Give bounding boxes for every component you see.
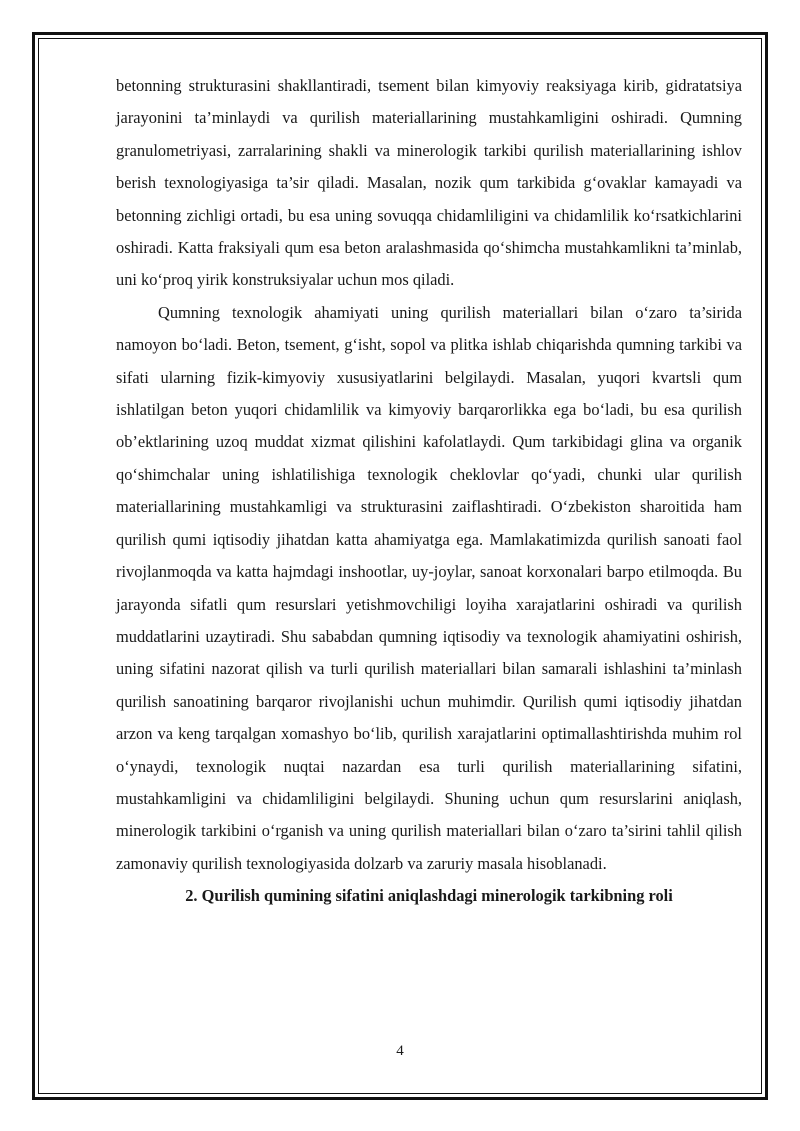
page-number: 4 [396, 1043, 404, 1059]
section-heading: 2. Qurilish qumining sifatini aniqlashdagi minerologik tarkibning roli [185, 886, 673, 906]
document-body [116, 70, 742, 913]
paragraph-technological-importance: Qumning texnologik ahamiyati uning qurilish materiallari bilan o‘zaro ta’sirida namoyon bo‘ladi. Beton, tsement, g‘isht, sopol va plitka ishlab chiqarishda qumning tarkibi va sifati ularning fizik-kimyoviy xususiyatlarini belgilaydi. Masalan, yuqori kvartsli qum ishlatilgan beton yuqori chidamlilik va kimyoviy barqarorlikka ega bo‘ladi, bu esa qurilish ob’ektlarining uzoq muddat xizmat qilishini kafolatlaydi. Qum tarkibidagi glina va organik qo‘shimchalar uning ishlatilishiga texnologik cheklovlar qo‘yadi, chunki ular qurilish materiallarining mustahkamligi va strukturasini zaiflashtiradi. O‘zbekiston sharoitida ham qurilish qumi iqtisodiy jihatdan katta ahamiyatga ega. Mamlakatimizda qurilish sanoati faol rivojlanmoqda va katta hajmdagi inshootlar, uy-joylar, sanoat korxonalari barpo etilmoqda. Bu jarayonda sifatli qum resurslari yetishmovchiligi loyiha xarajatlarini oshiradi va qurilish muddatlarini uzaytiradi. Shu sababdan qumning iqtisodiy va texnologik ahamiyatini oshirish, uning sifatini nazorat qilish va turli qurilish materiallari bilan samarali ishlashini ta’minlash qurilish sanoatining barqaror rivojlanishi uchun muhimdir. Qurilish qumi iqtisodiy jihatdan arzon va keng tarqalgan xomashyo bo‘lib, qurilish xarajatlarini optimallashtirishda muhim rol o‘ynaydi, texnologik nuqtai nazardan esa turli qurilish materiallarining sifatini, mustahkamligini va chidamliligini belgilaydi. Shuning uchun qum resurslarini aniqlash, minerologik tarkibini o‘rganish va uning qurilish materiallari bilan o‘zaro ta’sirini tahlil qilish zamonaviy qurilish texnologiyasida dolzarb va zaruriy masala hisoblanadi. [116, 302, 742, 873]
paragraph-continuation: betonning strukturasini shakllantiradi, tsement bilan kimyoviy reaksiyaga kirib, gidratatsiya jarayonini ta’minlaydi va qurilish materiallarining mustahkamligini oshiradi. Qumning granulometriyasi, zarralarining shakli va minerologik tarkibi qurilish materiallarining ishlov berish texnologiyasiga ta’sir qiladi. Masalan, nozik qum tarkibida g‘ovaklar kamayadi va betonning zichligi ortadi, bu esa uning sovuqqa chidamliligini va chidamlilik ko‘rsatkichlarini oshiradi. Katta fraksiyali qum esa beton aralashmasida qo‘shimcha mustahkamlikni ta’minlab, uni ko‘proq yirik konstruksiyalar uchun mos qiladi. [116, 76, 742, 290]
